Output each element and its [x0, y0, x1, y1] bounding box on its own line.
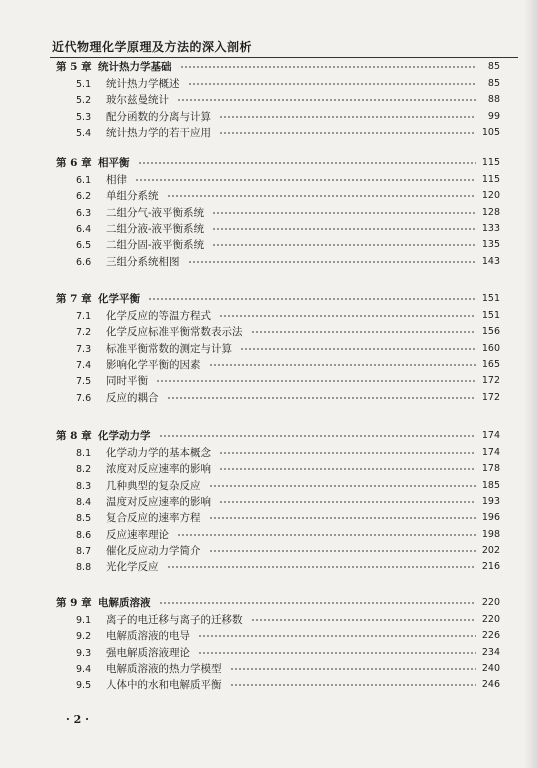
section-title: 二组分固-液平衡系统	[106, 239, 205, 252]
toc-section-line	[76, 341, 500, 357]
section-title: 电解质溶液的热力学模型	[106, 662, 222, 675]
toc-section-line	[76, 543, 500, 559]
toc-section-line	[76, 308, 500, 324]
section-number: 9.1	[76, 615, 92, 626]
chapter-number: 第 7 章	[56, 293, 92, 305]
leader-dots	[198, 635, 476, 637]
section-number: 6.4	[76, 223, 92, 235]
leader-dots	[167, 566, 477, 568]
toc-section-line	[76, 254, 500, 270]
leader-dots	[159, 435, 477, 437]
section-number: 7.2	[76, 327, 92, 339]
toc-section-line	[76, 494, 500, 510]
toc-section-line	[76, 478, 500, 494]
section-title: 复合反应的速率方程	[106, 512, 201, 525]
section-heading	[76, 221, 204, 238]
section-title: 浓度对反应速率的影响	[106, 463, 211, 476]
section-heading	[76, 324, 243, 341]
chapter-title: 相平衡	[98, 157, 130, 169]
section-title: 同时平衡	[106, 375, 148, 388]
section-heading	[76, 478, 201, 495]
toc-section-line	[76, 461, 500, 477]
toc-section-line	[76, 559, 500, 575]
toc-section-line	[76, 324, 500, 340]
toc-chapter-line	[56, 155, 500, 171]
section-number: 6.1	[76, 175, 92, 186]
page-reference: 174	[481, 447, 500, 458]
leader-dots	[180, 66, 477, 68]
section-number: 9.5	[76, 680, 92, 692]
page-reference: 99	[487, 110, 500, 122]
section-number: 7.5	[76, 376, 92, 388]
section-title: 二组分液-液平衡系统	[106, 222, 205, 235]
leader-dots	[219, 452, 476, 454]
section-number: 7.4	[76, 359, 92, 371]
toc-section-line	[76, 645, 500, 661]
section-number: 9.4	[76, 663, 92, 675]
section-heading	[76, 373, 148, 390]
chapter-title: 电解质溶液	[98, 597, 151, 609]
toc-section-line	[76, 357, 500, 373]
section-heading	[76, 677, 222, 694]
section-title: 配分函数的分离与计算	[106, 110, 211, 123]
leader-dots	[251, 331, 477, 333]
page-reference: 85	[487, 61, 500, 72]
toc-section-line	[76, 125, 500, 141]
section-title: 离子的电迁移与离子的迁移数	[106, 614, 243, 626]
leader-dots	[230, 668, 477, 670]
toc-section-line	[76, 373, 500, 389]
section-heading	[76, 390, 159, 407]
leader-dots	[188, 83, 477, 85]
page-reference: 178	[481, 463, 500, 475]
chapter-heading	[56, 428, 151, 444]
page-reference: 198	[481, 528, 500, 540]
chapter-heading	[56, 59, 172, 75]
section-title: 温度对反应速率的影响	[106, 495, 211, 508]
section-number: 5.3	[76, 111, 92, 123]
toc-section-line	[76, 172, 500, 188]
leader-dots	[212, 244, 476, 246]
section-heading	[76, 76, 180, 93]
section-number: 5.1	[76, 79, 92, 90]
chapter-number: 第 6 章	[56, 157, 92, 169]
toc-chapter-line	[56, 291, 500, 307]
toc-section-line	[76, 612, 500, 628]
page-reference: 151	[481, 293, 500, 304]
page-reference: 196	[481, 512, 500, 524]
page-edge-shadow	[524, 0, 538, 768]
page-reference: 115	[481, 174, 500, 185]
chapter-heading	[56, 291, 140, 307]
leader-dots	[198, 652, 476, 654]
leader-dots	[135, 179, 476, 181]
page-reference: 216	[481, 561, 500, 573]
toc-chapter-line	[56, 428, 500, 444]
section-title: 化学反应标准平衡常数表示法	[106, 326, 243, 339]
section-heading	[76, 461, 211, 478]
section-heading	[76, 188, 159, 205]
section-title: 化学动力学的基本概念	[106, 447, 211, 459]
section-number: 9.2	[76, 631, 92, 643]
section-heading	[76, 612, 243, 629]
page-reference: 105	[481, 126, 500, 138]
section-number: 8.2	[76, 464, 92, 476]
section-title: 化学反应的等温方程式	[106, 310, 211, 322]
section-heading	[76, 125, 211, 142]
leader-dots	[219, 315, 476, 317]
chapter-title: 统计热力学基础	[98, 61, 172, 73]
section-title: 反应速率理论	[106, 528, 169, 541]
section-heading	[76, 645, 190, 662]
leader-dots	[230, 684, 477, 686]
leader-dots	[212, 212, 476, 214]
toc-section-line	[76, 109, 500, 125]
section-number: 8.4	[76, 496, 92, 508]
leader-dots	[240, 348, 476, 350]
section-title: 标准平衡常数的测定与计算	[106, 342, 232, 355]
section-heading	[76, 341, 232, 358]
section-heading	[76, 445, 211, 462]
leader-dots	[188, 261, 477, 263]
leader-dots	[251, 619, 477, 621]
leader-dots	[212, 228, 476, 230]
page-reference: 160	[481, 342, 500, 354]
leader-dots	[177, 534, 476, 536]
toc-section-line	[76, 661, 500, 677]
page-reference: 151	[481, 310, 500, 321]
section-number: 6.3	[76, 207, 92, 219]
section-title: 几种典型的复杂反应	[106, 479, 201, 492]
section-number: 7.6	[76, 392, 92, 404]
toc-section-line	[76, 510, 500, 526]
page-reference: 88	[487, 94, 500, 106]
page-reference: 165	[481, 358, 500, 370]
chapter-number: 第 9 章	[56, 597, 92, 609]
toc-chapter-line	[56, 595, 500, 611]
leader-dots	[209, 550, 477, 552]
section-heading	[76, 494, 211, 511]
leader-dots	[219, 116, 476, 118]
section-number: 6.5	[76, 240, 92, 252]
section-heading	[76, 308, 211, 325]
section-heading	[76, 92, 169, 109]
section-title: 人体中的水和电解质平衡	[106, 679, 222, 692]
page-reference: 135	[481, 239, 500, 251]
toc-section-line	[76, 237, 500, 253]
leader-dots	[209, 364, 477, 366]
page-reference: 226	[481, 630, 500, 642]
section-title: 三组分系统相图	[106, 255, 180, 268]
section-number: 8.1	[76, 448, 92, 459]
page-reference: 234	[481, 646, 500, 658]
page-reference: 128	[481, 206, 500, 218]
section-number: 5.4	[76, 127, 92, 139]
section-heading	[76, 254, 180, 271]
section-title: 强电解质溶液理论	[106, 646, 190, 659]
toc-section-line	[76, 76, 500, 92]
page-reference: 240	[481, 662, 500, 674]
leader-dots	[219, 468, 476, 470]
toc-section-line	[76, 92, 500, 108]
chapter-heading	[56, 155, 130, 171]
leader-dots	[219, 501, 476, 503]
page-reference: 133	[481, 222, 500, 234]
leader-dots	[148, 298, 476, 300]
section-title: 二组分气-液平衡系统	[106, 206, 205, 219]
section-title: 光化学反应	[106, 561, 159, 574]
toc-section-line	[76, 677, 500, 693]
section-title: 相律	[106, 174, 127, 186]
section-number: 8.3	[76, 480, 92, 492]
running-header: 近代物理化学原理及方法的深入剖析	[52, 40, 253, 54]
section-heading	[76, 510, 201, 527]
toc-section-line	[76, 205, 500, 221]
leader-dots	[209, 517, 477, 519]
chapter-number: 第 5 章	[56, 61, 92, 73]
page-reference: 220	[481, 614, 500, 625]
section-title: 单组分系统	[106, 190, 159, 203]
section-heading	[76, 527, 169, 544]
header-rule	[50, 57, 518, 58]
section-number: 6.2	[76, 191, 92, 203]
section-heading	[76, 543, 201, 560]
leader-dots	[219, 132, 476, 134]
leader-dots	[138, 162, 477, 164]
toc-section-line	[76, 628, 500, 644]
page-reference: 185	[481, 479, 500, 491]
section-heading	[76, 559, 159, 576]
toc-section-line	[76, 221, 500, 237]
page-reference: 202	[481, 544, 500, 556]
section-heading	[76, 172, 127, 189]
leader-dots	[167, 397, 477, 399]
page-reference: 220	[481, 597, 500, 608]
section-heading	[76, 628, 190, 645]
page-reference: 172	[481, 391, 500, 403]
chapter-title: 化学平衡	[98, 293, 140, 305]
section-title: 催化反应动力学简介	[106, 544, 201, 557]
section-number: 7.3	[76, 343, 92, 355]
toc-section-line	[76, 445, 500, 461]
section-heading	[76, 237, 204, 254]
page-number: · 2 ·	[66, 713, 89, 726]
toc-section-line	[76, 188, 500, 204]
section-title: 玻尔兹曼统计	[106, 94, 169, 107]
page-reference: 156	[481, 326, 500, 338]
leader-dots	[156, 380, 476, 382]
section-number: 8.5	[76, 513, 92, 525]
toc-section-line	[76, 527, 500, 543]
page-reference: 115	[481, 157, 500, 168]
page-reference: 246	[481, 679, 500, 691]
leader-dots	[209, 485, 477, 487]
section-title: 电解质溶液的电导	[106, 630, 190, 643]
section-number: 7.1	[76, 311, 92, 322]
leader-dots	[159, 602, 477, 604]
section-title: 统计热力学的若干应用	[106, 126, 211, 139]
section-heading	[76, 205, 204, 222]
section-number: 8.8	[76, 562, 92, 574]
page-reference: 143	[481, 255, 500, 267]
section-title: 影响化学平衡的因素	[106, 358, 201, 371]
section-heading	[76, 109, 211, 126]
section-number: 8.7	[76, 545, 92, 557]
page-reference: 85	[487, 78, 500, 89]
section-number: 5.2	[76, 95, 92, 107]
section-heading	[76, 661, 222, 678]
section-title: 反应的耦合	[106, 391, 159, 404]
section-heading	[76, 357, 201, 374]
chapter-heading	[56, 595, 151, 611]
page-reference: 120	[481, 190, 500, 202]
chapter-number: 第 8 章	[56, 430, 92, 442]
page-reference: 193	[481, 495, 500, 507]
leader-dots	[177, 99, 476, 101]
page-reference: 174	[481, 430, 500, 441]
section-title: 统计热力学概述	[106, 78, 180, 90]
toc-section-line	[76, 390, 500, 406]
toc-chapter-line	[56, 59, 500, 75]
leader-dots	[167, 195, 477, 197]
chapter-title: 化学动力学	[98, 430, 151, 442]
section-number: 8.6	[76, 529, 92, 541]
section-number: 9.3	[76, 647, 92, 659]
page-reference: 172	[481, 375, 500, 387]
section-number: 6.6	[76, 256, 92, 268]
